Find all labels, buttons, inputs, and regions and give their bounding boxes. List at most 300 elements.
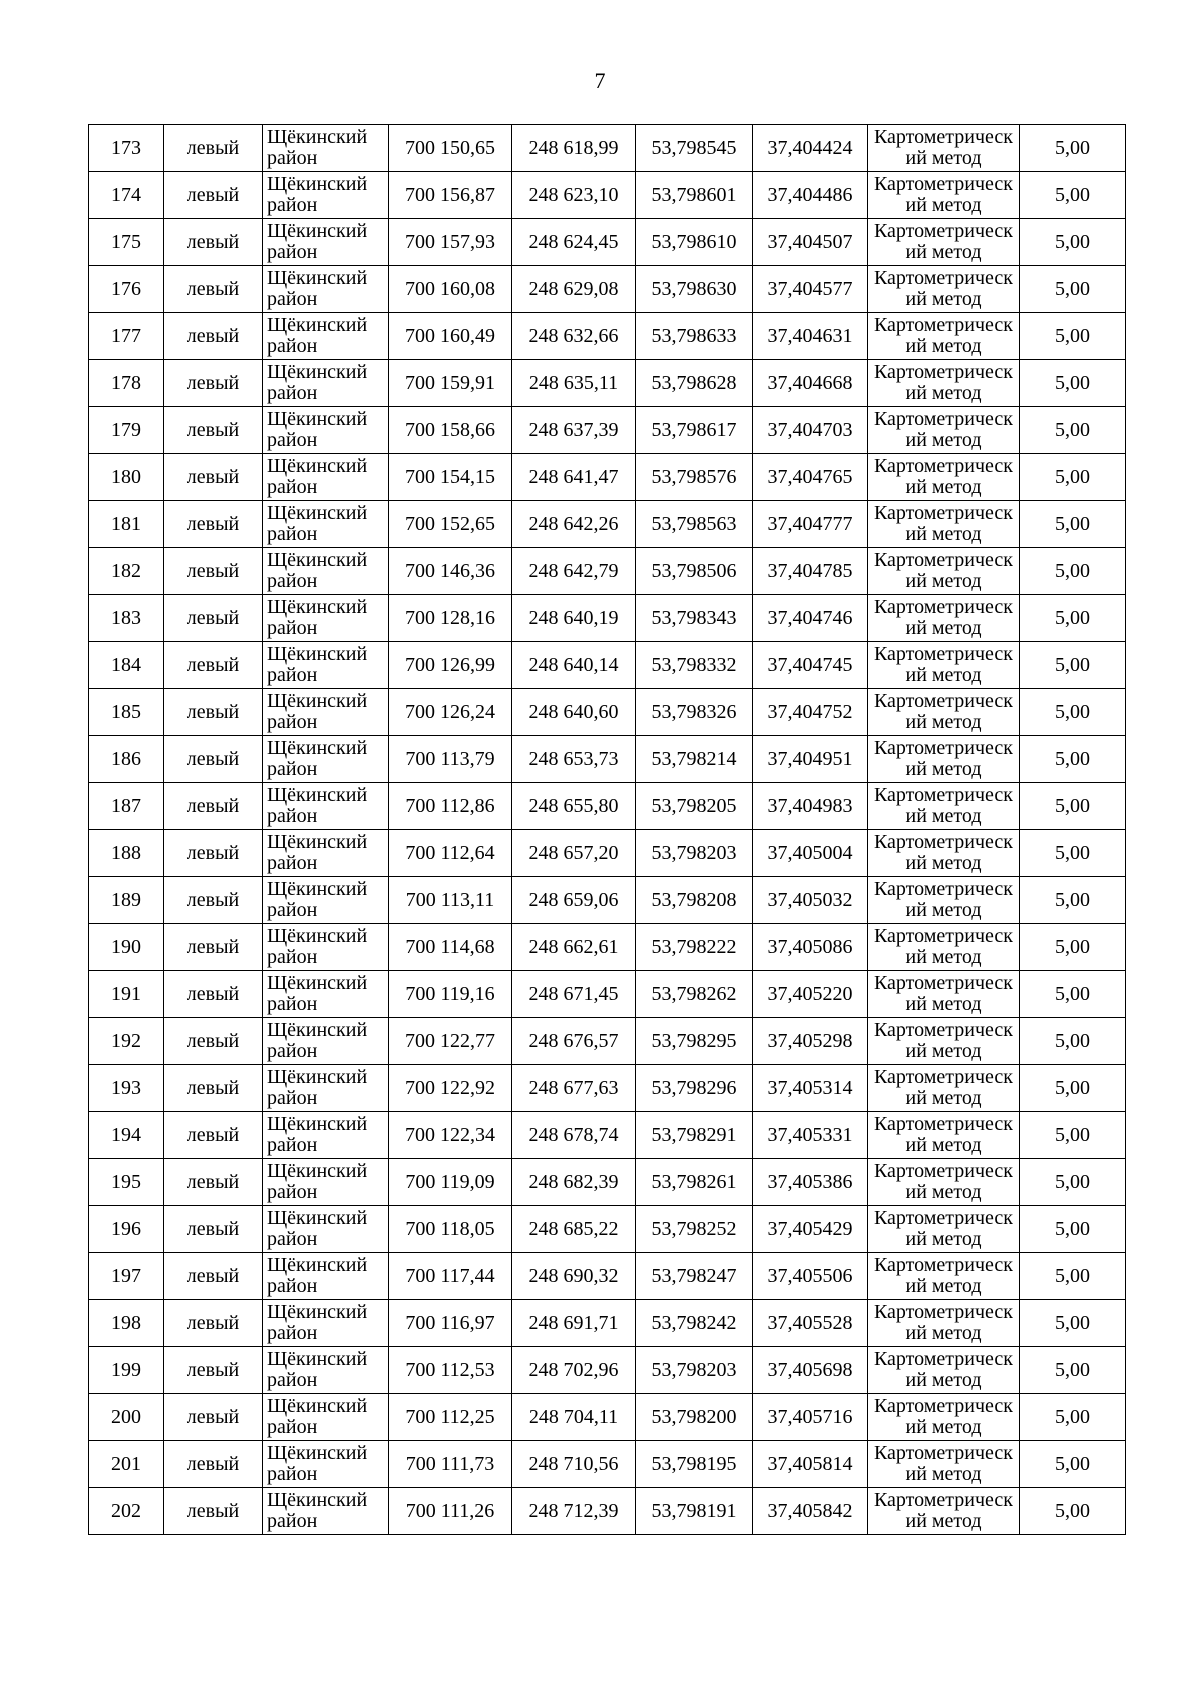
method-cell: Картометрическ ий метод	[868, 877, 1020, 924]
y-coordinate-cell: 248 653,73	[512, 736, 636, 783]
point-number-cell: 185	[89, 689, 164, 736]
method-cell: Картометрическ ий метод	[868, 830, 1020, 877]
x-coordinate-cell: 700 113,11	[389, 877, 512, 924]
latitude-cell: 53,798545	[636, 125, 753, 172]
x-coordinate-cell: 700 112,86	[389, 783, 512, 830]
bank-side-cell: левый	[164, 266, 263, 313]
table-row	[89, 877, 1126, 924]
accuracy-cell: 5,00	[1020, 1159, 1126, 1206]
district-cell: Щёкинский район	[263, 407, 389, 454]
bank-side-cell: левый	[164, 360, 263, 407]
point-number-cell: 198	[89, 1300, 164, 1347]
method-cell: Картометрическ ий метод	[868, 1253, 1020, 1300]
table-row	[89, 1206, 1126, 1253]
district-cell: Щёкинский район	[263, 1441, 389, 1488]
longitude-cell: 37,405429	[753, 1206, 868, 1253]
point-number-cell: 199	[89, 1347, 164, 1394]
point-number-cell: 186	[89, 736, 164, 783]
y-coordinate-cell: 248 659,06	[512, 877, 636, 924]
x-coordinate-cell: 700 160,08	[389, 266, 512, 313]
longitude-cell: 37,405716	[753, 1394, 868, 1441]
bank-side-cell: левый	[164, 1488, 263, 1535]
district-cell: Щёкинский район	[263, 454, 389, 501]
y-coordinate-cell: 248 618,99	[512, 125, 636, 172]
accuracy-cell: 5,00	[1020, 501, 1126, 548]
longitude-cell: 37,404746	[753, 595, 868, 642]
accuracy-cell: 5,00	[1020, 1300, 1126, 1347]
accuracy-cell: 5,00	[1020, 548, 1126, 595]
table-row	[89, 1394, 1126, 1441]
district-cell: Щёкинский район	[263, 1065, 389, 1112]
point-number-cell: 202	[89, 1488, 164, 1535]
method-cell: Картометрическ ий метод	[868, 1112, 1020, 1159]
latitude-cell: 53,798191	[636, 1488, 753, 1535]
longitude-cell: 37,404577	[753, 266, 868, 313]
point-number-cell: 197	[89, 1253, 164, 1300]
method-cell: Картометрическ ий метод	[868, 1488, 1020, 1535]
y-coordinate-cell: 248 712,39	[512, 1488, 636, 1535]
bank-side-cell: левый	[164, 971, 263, 1018]
table-row	[89, 595, 1126, 642]
accuracy-cell: 5,00	[1020, 1018, 1126, 1065]
longitude-cell: 37,404745	[753, 642, 868, 689]
point-number-cell: 177	[89, 313, 164, 360]
longitude-cell: 37,405386	[753, 1159, 868, 1206]
accuracy-cell: 5,00	[1020, 1065, 1126, 1112]
longitude-cell: 37,405086	[753, 924, 868, 971]
bank-side-cell: левый	[164, 1441, 263, 1488]
x-coordinate-cell: 700 122,77	[389, 1018, 512, 1065]
district-cell: Щёкинский район	[263, 924, 389, 971]
table-row	[89, 1347, 1126, 1394]
method-cell: Картометрическ ий метод	[868, 1065, 1020, 1112]
accuracy-cell: 5,00	[1020, 1112, 1126, 1159]
x-coordinate-cell: 700 114,68	[389, 924, 512, 971]
point-number-cell: 192	[89, 1018, 164, 1065]
bank-side-cell: левый	[164, 1112, 263, 1159]
bank-side-cell: левый	[164, 313, 263, 360]
accuracy-cell: 5,00	[1020, 877, 1126, 924]
longitude-cell: 37,405004	[753, 830, 868, 877]
table-row	[89, 1300, 1126, 1347]
bank-side-cell: левый	[164, 1253, 263, 1300]
method-cell: Картометрическ ий метод	[868, 360, 1020, 407]
x-coordinate-cell: 700 157,93	[389, 219, 512, 266]
district-cell: Щёкинский район	[263, 219, 389, 266]
table-row	[89, 689, 1126, 736]
table-row	[89, 360, 1126, 407]
x-coordinate-cell: 700 112,53	[389, 1347, 512, 1394]
district-cell: Щёкинский район	[263, 783, 389, 830]
point-number-cell: 196	[89, 1206, 164, 1253]
table-row	[89, 172, 1126, 219]
latitude-cell: 53,798296	[636, 1065, 753, 1112]
district-cell: Щёкинский район	[263, 1112, 389, 1159]
accuracy-cell: 5,00	[1020, 1394, 1126, 1441]
point-number-cell: 174	[89, 172, 164, 219]
x-coordinate-cell: 700 160,49	[389, 313, 512, 360]
bank-side-cell: левый	[164, 501, 263, 548]
y-coordinate-cell: 248 702,96	[512, 1347, 636, 1394]
x-coordinate-cell: 700 158,66	[389, 407, 512, 454]
accuracy-cell: 5,00	[1020, 1347, 1126, 1394]
bank-side-cell: левый	[164, 125, 263, 172]
accuracy-cell: 5,00	[1020, 360, 1126, 407]
x-coordinate-cell: 700 112,64	[389, 830, 512, 877]
bank-side-cell: левый	[164, 830, 263, 877]
x-coordinate-cell: 700 112,25	[389, 1394, 512, 1441]
method-cell: Картометрическ ий метод	[868, 1018, 1020, 1065]
coordinates-table	[88, 124, 1126, 1535]
longitude-cell: 37,404424	[753, 125, 868, 172]
longitude-cell: 37,405698	[753, 1347, 868, 1394]
y-coordinate-cell: 248 676,57	[512, 1018, 636, 1065]
point-number-cell: 175	[89, 219, 164, 266]
x-coordinate-cell: 700 119,16	[389, 971, 512, 1018]
latitude-cell: 53,798247	[636, 1253, 753, 1300]
longitude-cell: 37,404507	[753, 219, 868, 266]
point-number-cell: 178	[89, 360, 164, 407]
longitude-cell: 37,404765	[753, 454, 868, 501]
method-cell: Картометрическ ий метод	[868, 219, 1020, 266]
longitude-cell: 37,404668	[753, 360, 868, 407]
bank-side-cell: левый	[164, 1206, 263, 1253]
method-cell: Картометрическ ий метод	[868, 266, 1020, 313]
bank-side-cell: левый	[164, 595, 263, 642]
latitude-cell: 53,798563	[636, 501, 753, 548]
district-cell: Щёкинский район	[263, 313, 389, 360]
table-row	[89, 1065, 1126, 1112]
y-coordinate-cell: 248 655,80	[512, 783, 636, 830]
district-cell: Щёкинский район	[263, 501, 389, 548]
point-number-cell: 189	[89, 877, 164, 924]
y-coordinate-cell: 248 642,26	[512, 501, 636, 548]
accuracy-cell: 5,00	[1020, 1206, 1126, 1253]
bank-side-cell: левый	[164, 783, 263, 830]
y-coordinate-cell: 248 624,45	[512, 219, 636, 266]
accuracy-cell: 5,00	[1020, 830, 1126, 877]
x-coordinate-cell: 700 122,92	[389, 1065, 512, 1112]
accuracy-cell: 5,00	[1020, 1488, 1126, 1535]
latitude-cell: 53,798203	[636, 1347, 753, 1394]
bank-side-cell: левый	[164, 877, 263, 924]
y-coordinate-cell: 248 657,20	[512, 830, 636, 877]
x-coordinate-cell: 700 111,26	[389, 1488, 512, 1535]
y-coordinate-cell: 248 671,45	[512, 971, 636, 1018]
longitude-cell: 37,404785	[753, 548, 868, 595]
accuracy-cell: 5,00	[1020, 219, 1126, 266]
table-row	[89, 407, 1126, 454]
y-coordinate-cell: 248 642,79	[512, 548, 636, 595]
y-coordinate-cell: 248 640,14	[512, 642, 636, 689]
point-number-cell: 187	[89, 783, 164, 830]
latitude-cell: 53,798242	[636, 1300, 753, 1347]
district-cell: Щёкинский район	[263, 595, 389, 642]
latitude-cell: 53,798205	[636, 783, 753, 830]
longitude-cell: 37,404486	[753, 172, 868, 219]
table-row	[89, 1159, 1126, 1206]
longitude-cell: 37,404983	[753, 783, 868, 830]
y-coordinate-cell: 248 641,47	[512, 454, 636, 501]
point-number-cell: 193	[89, 1065, 164, 1112]
accuracy-cell: 5,00	[1020, 172, 1126, 219]
latitude-cell: 53,798628	[636, 360, 753, 407]
method-cell: Картометрическ ий метод	[868, 971, 1020, 1018]
method-cell: Картометрическ ий метод	[868, 1300, 1020, 1347]
y-coordinate-cell: 248 690,32	[512, 1253, 636, 1300]
bank-side-cell: левый	[164, 642, 263, 689]
x-coordinate-cell: 700 152,65	[389, 501, 512, 548]
x-coordinate-cell: 700 159,91	[389, 360, 512, 407]
longitude-cell: 37,405298	[753, 1018, 868, 1065]
district-cell: Щёкинский район	[263, 1394, 389, 1441]
table-row	[89, 1018, 1126, 1065]
latitude-cell: 53,798633	[636, 313, 753, 360]
district-cell: Щёкинский район	[263, 1018, 389, 1065]
bank-side-cell: левый	[164, 736, 263, 783]
latitude-cell: 53,798332	[636, 642, 753, 689]
table-row	[89, 736, 1126, 783]
x-coordinate-cell: 700 128,16	[389, 595, 512, 642]
bank-side-cell: левый	[164, 219, 263, 266]
x-coordinate-cell: 700 146,36	[389, 548, 512, 595]
latitude-cell: 53,798326	[636, 689, 753, 736]
method-cell: Картометрическ ий метод	[868, 783, 1020, 830]
y-coordinate-cell: 248 629,08	[512, 266, 636, 313]
longitude-cell: 37,405314	[753, 1065, 868, 1112]
y-coordinate-cell: 248 685,22	[512, 1206, 636, 1253]
longitude-cell: 37,404752	[753, 689, 868, 736]
accuracy-cell: 5,00	[1020, 313, 1126, 360]
district-cell: Щёкинский район	[263, 1488, 389, 1535]
accuracy-cell: 5,00	[1020, 642, 1126, 689]
latitude-cell: 53,798262	[636, 971, 753, 1018]
district-cell: Щёкинский район	[263, 1206, 389, 1253]
bank-side-cell: левый	[164, 548, 263, 595]
bank-side-cell: левый	[164, 1065, 263, 1112]
table-row	[89, 454, 1126, 501]
table-row	[89, 125, 1126, 172]
point-number-cell: 180	[89, 454, 164, 501]
table-row	[89, 924, 1126, 971]
accuracy-cell: 5,00	[1020, 407, 1126, 454]
district-cell: Щёкинский район	[263, 360, 389, 407]
longitude-cell: 37,405842	[753, 1488, 868, 1535]
point-number-cell: 191	[89, 971, 164, 1018]
accuracy-cell: 5,00	[1020, 454, 1126, 501]
x-coordinate-cell: 700 113,79	[389, 736, 512, 783]
bank-side-cell: левый	[164, 407, 263, 454]
district-cell: Щёкинский район	[263, 172, 389, 219]
x-coordinate-cell: 700 117,44	[389, 1253, 512, 1300]
method-cell: Картометрическ ий метод	[868, 736, 1020, 783]
x-coordinate-cell: 700 118,05	[389, 1206, 512, 1253]
point-number-cell: 201	[89, 1441, 164, 1488]
accuracy-cell: 5,00	[1020, 266, 1126, 313]
point-number-cell: 190	[89, 924, 164, 971]
bank-side-cell: левый	[164, 689, 263, 736]
method-cell: Картометрическ ий метод	[868, 501, 1020, 548]
method-cell: Картометрическ ий метод	[868, 1159, 1020, 1206]
point-number-cell: 182	[89, 548, 164, 595]
table-row	[89, 313, 1126, 360]
y-coordinate-cell: 248 637,39	[512, 407, 636, 454]
district-cell: Щёкинский район	[263, 1300, 389, 1347]
point-number-cell: 195	[89, 1159, 164, 1206]
table-row	[89, 266, 1126, 313]
accuracy-cell: 5,00	[1020, 1253, 1126, 1300]
table-row	[89, 783, 1126, 830]
method-cell: Картометрическ ий метод	[868, 407, 1020, 454]
x-coordinate-cell: 700 111,73	[389, 1441, 512, 1488]
district-cell: Щёкинский район	[263, 830, 389, 877]
latitude-cell: 53,798208	[636, 877, 753, 924]
point-number-cell: 179	[89, 407, 164, 454]
accuracy-cell: 5,00	[1020, 971, 1126, 1018]
x-coordinate-cell: 700 150,65	[389, 125, 512, 172]
latitude-cell: 53,798203	[636, 830, 753, 877]
longitude-cell: 37,405814	[753, 1441, 868, 1488]
x-coordinate-cell: 700 154,15	[389, 454, 512, 501]
y-coordinate-cell: 248 640,19	[512, 595, 636, 642]
point-number-cell: 184	[89, 642, 164, 689]
y-coordinate-cell: 248 682,39	[512, 1159, 636, 1206]
method-cell: Картометрическ ий метод	[868, 172, 1020, 219]
longitude-cell: 37,405506	[753, 1253, 868, 1300]
y-coordinate-cell: 248 691,71	[512, 1300, 636, 1347]
x-coordinate-cell: 700 116,97	[389, 1300, 512, 1347]
latitude-cell: 53,798200	[636, 1394, 753, 1441]
latitude-cell: 53,798576	[636, 454, 753, 501]
method-cell: Картометрическ ий метод	[868, 595, 1020, 642]
table-row	[89, 1112, 1126, 1159]
table-row	[89, 1441, 1126, 1488]
longitude-cell: 37,405220	[753, 971, 868, 1018]
latitude-cell: 53,798252	[636, 1206, 753, 1253]
district-cell: Щёкинский район	[263, 125, 389, 172]
y-coordinate-cell: 248 662,61	[512, 924, 636, 971]
table-row	[89, 219, 1126, 266]
longitude-cell: 37,405528	[753, 1300, 868, 1347]
point-number-cell: 200	[89, 1394, 164, 1441]
latitude-cell: 53,798630	[636, 266, 753, 313]
latitude-cell: 53,798222	[636, 924, 753, 971]
method-cell: Картометрическ ий метод	[868, 642, 1020, 689]
y-coordinate-cell: 248 623,10	[512, 172, 636, 219]
accuracy-cell: 5,00	[1020, 689, 1126, 736]
x-coordinate-cell: 700 156,87	[389, 172, 512, 219]
page-number: 7	[594, 68, 606, 93]
longitude-cell: 37,405331	[753, 1112, 868, 1159]
accuracy-cell: 5,00	[1020, 595, 1126, 642]
district-cell: Щёкинский район	[263, 1347, 389, 1394]
latitude-cell: 53,798295	[636, 1018, 753, 1065]
y-coordinate-cell: 248 677,63	[512, 1065, 636, 1112]
table-row	[89, 548, 1126, 595]
point-number-cell: 188	[89, 830, 164, 877]
longitude-cell: 37,404777	[753, 501, 868, 548]
district-cell: Щёкинский район	[263, 548, 389, 595]
method-cell: Картометрическ ий метод	[868, 313, 1020, 360]
district-cell: Щёкинский район	[263, 689, 389, 736]
y-coordinate-cell: 248 678,74	[512, 1112, 636, 1159]
table-row	[89, 1488, 1126, 1535]
district-cell: Щёкинский район	[263, 971, 389, 1018]
point-number-cell: 173	[89, 125, 164, 172]
district-cell: Щёкинский район	[263, 266, 389, 313]
x-coordinate-cell: 700 119,09	[389, 1159, 512, 1206]
latitude-cell: 53,798261	[636, 1159, 753, 1206]
bank-side-cell: левый	[164, 1394, 263, 1441]
x-coordinate-cell: 700 126,99	[389, 642, 512, 689]
latitude-cell: 53,798506	[636, 548, 753, 595]
method-cell: Картометрическ ий метод	[868, 689, 1020, 736]
district-cell: Щёкинский район	[263, 1253, 389, 1300]
latitude-cell: 53,798617	[636, 407, 753, 454]
method-cell: Картометрическ ий метод	[868, 1206, 1020, 1253]
latitude-cell: 53,798343	[636, 595, 753, 642]
bank-side-cell: левый	[164, 1347, 263, 1394]
method-cell: Картометрическ ий метод	[868, 1394, 1020, 1441]
longitude-cell: 37,404703	[753, 407, 868, 454]
y-coordinate-cell: 248 640,60	[512, 689, 636, 736]
latitude-cell: 53,798610	[636, 219, 753, 266]
y-coordinate-cell: 248 704,11	[512, 1394, 636, 1441]
longitude-cell: 37,405032	[753, 877, 868, 924]
method-cell: Картометрическ ий метод	[868, 125, 1020, 172]
method-cell: Картометрическ ий метод	[868, 924, 1020, 971]
table-body	[89, 125, 1126, 1535]
method-cell: Картометрическ ий метод	[868, 1347, 1020, 1394]
accuracy-cell: 5,00	[1020, 125, 1126, 172]
method-cell: Картометрическ ий метод	[868, 548, 1020, 595]
method-cell: Картометрическ ий метод	[868, 454, 1020, 501]
point-number-cell: 183	[89, 595, 164, 642]
latitude-cell: 53,798291	[636, 1112, 753, 1159]
point-number-cell: 176	[89, 266, 164, 313]
accuracy-cell: 5,00	[1020, 924, 1126, 971]
bank-side-cell: левый	[164, 172, 263, 219]
accuracy-cell: 5,00	[1020, 1441, 1126, 1488]
bank-side-cell: левый	[164, 1300, 263, 1347]
y-coordinate-cell: 248 635,11	[512, 360, 636, 407]
bank-side-cell: левый	[164, 1159, 263, 1206]
latitude-cell: 53,798601	[636, 172, 753, 219]
district-cell: Щёкинский район	[263, 877, 389, 924]
x-coordinate-cell: 700 126,24	[389, 689, 512, 736]
x-coordinate-cell: 700 122,34	[389, 1112, 512, 1159]
latitude-cell: 53,798195	[636, 1441, 753, 1488]
latitude-cell: 53,798214	[636, 736, 753, 783]
y-coordinate-cell: 248 710,56	[512, 1441, 636, 1488]
district-cell: Щёкинский район	[263, 1159, 389, 1206]
bank-side-cell: левый	[164, 1018, 263, 1065]
table-row	[89, 501, 1126, 548]
table-row	[89, 971, 1126, 1018]
accuracy-cell: 5,00	[1020, 736, 1126, 783]
district-cell: Щёкинский район	[263, 642, 389, 689]
table-row	[89, 642, 1126, 689]
bank-side-cell: левый	[164, 924, 263, 971]
longitude-cell: 37,404631	[753, 313, 868, 360]
district-cell: Щёкинский район	[263, 736, 389, 783]
point-number-cell: 194	[89, 1112, 164, 1159]
table-row	[89, 1253, 1126, 1300]
method-cell: Картометрическ ий метод	[868, 1441, 1020, 1488]
table-row	[89, 830, 1126, 877]
y-coordinate-cell: 248 632,66	[512, 313, 636, 360]
longitude-cell: 37,404951	[753, 736, 868, 783]
